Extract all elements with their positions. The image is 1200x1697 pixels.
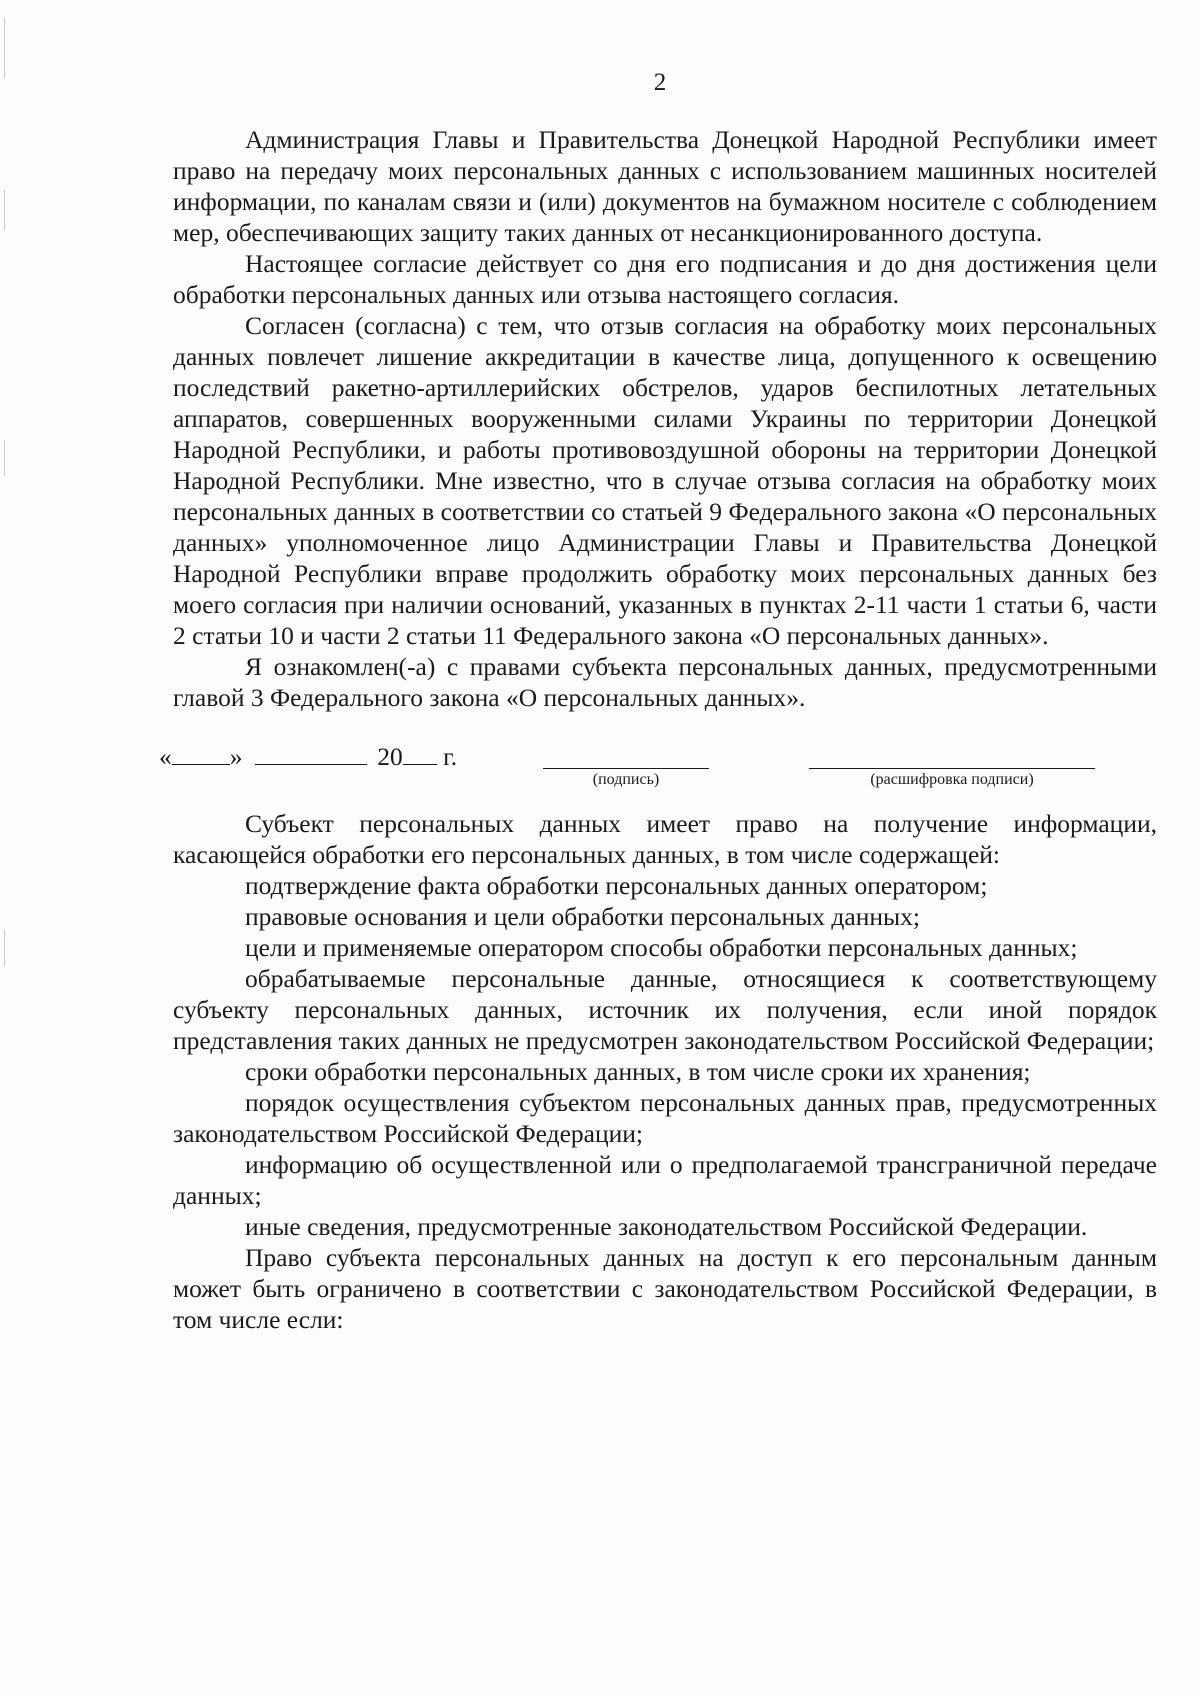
signature-caption: (подпись): [592, 771, 660, 788]
paragraph: Я ознакомлен(-а) с правами субъекта персональных данных, предусмотренными главой 3 Федерального закона «О персональных данных».: [173, 652, 1157, 712]
signature-block: [159, 740, 1157, 804]
list-item: правовые основания и цели обработки персональных данных;: [245, 902, 920, 931]
year-prefix: 20: [377, 742, 403, 771]
month-blank: [255, 740, 367, 765]
scan-edge-mark: [4, 930, 5, 966]
year-blank: [403, 740, 437, 765]
day-blank: [172, 740, 230, 765]
scan-edge-mark: [4, 440, 5, 476]
list-item: подтверждение факта обработки персональных данных оператором;: [245, 871, 988, 900]
list-item: информацию об осуществленной или о предполагаемой трансграничной передаче данных;: [173, 1150, 1157, 1210]
list-item: иные сведения, предусмотренные законодательством Российской Федерации.: [245, 1212, 1088, 1241]
list-item: порядок осуществления субъектом персональных данных прав, предусмотренных законодательством Российской Федерации;: [173, 1088, 1157, 1148]
document-body-top: [159, 124, 1157, 1335]
paragraph: Субъект персональных данных имеет право на получение информации, касающейся обработки его персональных данных, в том числе содержащей:: [173, 809, 1157, 869]
paragraph: Право субъекта персональных данных на доступ к его персональным данным может быть ограничено в соответствии с законодательством Российской Федерации, в том числе если:: [173, 1243, 1157, 1334]
decoding-caption: (расшифровка подписи): [870, 771, 1034, 788]
paragraph: Администрация Главы и Правительства Донецкой Народной Республики имеет право на передачу моих персональных данных с использованием машинных носителей информации, по каналам связи и (или) документов на бумажном носителе с соблюдением мер, обеспечивающих защиту таких данных от несанкционированного доступа.: [173, 125, 1157, 247]
scan-edge-mark: [4, 190, 5, 230]
year-suffix: г.: [443, 742, 458, 771]
paragraph: Согласен (согласна) с тем, что отзыв согласия на обработку моих персональных данных повлечет лишение аккредитации в качестве лица, допущенного к освещению последствий ракетно-артиллерийских обстрелов, ударов беспилотных летательных аппаратов, совершенных вооруженными силами Украины по территории Донецкой Народной Республики, и работы противовоздушной обороны на территории Донецкой Народной Республики. Мне известно, что в случае отзыва согласия на обработку моих персональных данных в соответствии со статьей 9 Федерального закона «О персональных данных» уполномоченное лицо Администрации Главы и Правительства Донецкой Народной Республики вправе продолжить обработку моих персональных данных без моего согласия при наличии оснований, указанных в пунктах 2-11 части 1 статьи 6, части 2 статьи 10 и части 2 статьи 11 Федерального закона «О персональных данных».: [173, 311, 1157, 650]
list-item: сроки обработки персональных данных, в том числе сроки их хранения;: [245, 1057, 1031, 1086]
signature-line: [543, 768, 709, 769]
list-item: обрабатываемые персональные данные, относящиеся к соответствующему субъекту персональных данных, источник их получения, если иной порядок представления таких данных не предусмотрен законодательством Российской Федерации;: [173, 964, 1157, 1055]
date-field: [159, 740, 457, 772]
list-item: цели и применяемые оператором способы обработки персональных данных;: [245, 933, 1078, 962]
open-quote: «: [159, 742, 172, 771]
page-number: 2: [653, 69, 667, 96]
decoding-line: [809, 768, 1095, 769]
paragraph: Настоящее согласие действует со дня его подписания и до дня достижения цели обработки персональных данных или отзыва настоящего согласия.: [173, 249, 1157, 309]
close-quote: »: [229, 742, 243, 771]
